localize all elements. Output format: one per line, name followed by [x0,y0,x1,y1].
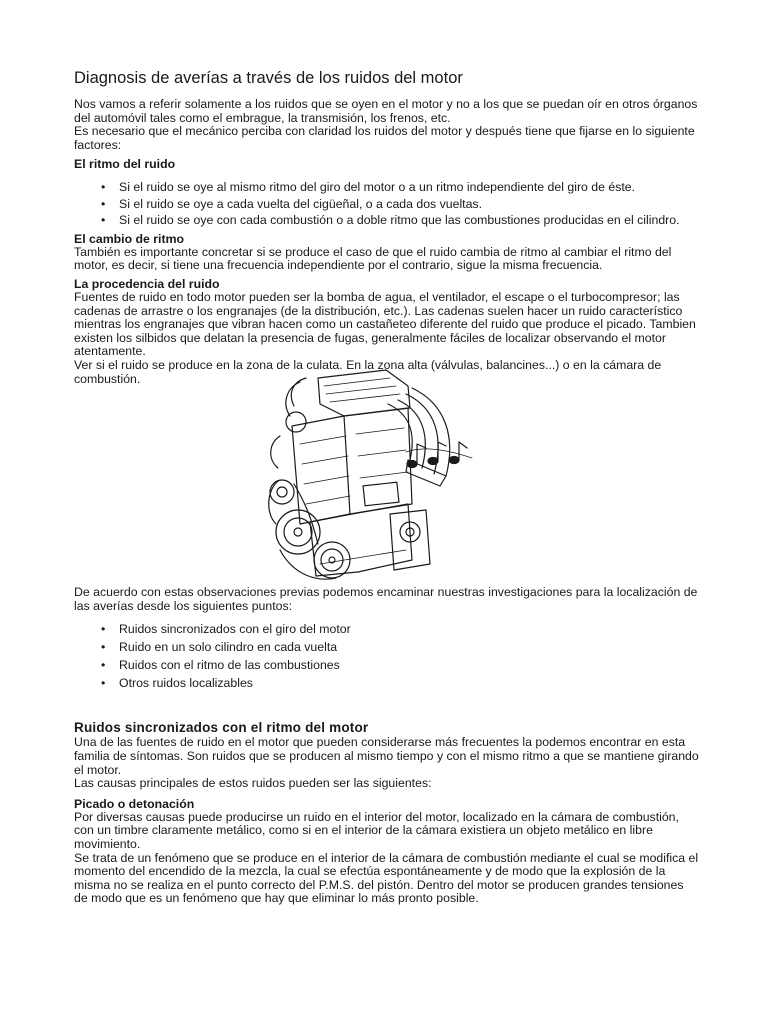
ritmo-list [74,179,700,229]
section-heading-sincronizados: Ruidos sincronizados con el ritmo del motor [74,720,369,736]
list-item: • Ruidos con el ritmo de las combustiones [74,656,700,674]
list-item: • Si el ruido se oye a cada vuelta del cigüeñal, o a cada dos vueltas. [74,196,700,213]
page-title: Diagnosis de averías a través de los ruidos del motor [74,69,463,87]
picado-paragraph-1: Por diversas causas puede producirse un ruido en el interior del motor, localizado en la cámara de combustión, con un timbre claramente metálico, como si en el interior de la cámara existiera un objeto metálico en libre movimiento. [74,809,679,851]
section-heading-cambio: El cambio de ritmo [74,231,185,246]
observaciones-paragraph: De acuerdo con estas observaciones previas podemos encaminar nuestras investigaciones para la localización de las averías desde los siguientes puntos: [74,585,698,613]
procedencia-paragraph-1: Fuentes de ruido en todo motor pueden ser la bomba de agua, el ventilador, el escape o el turbocompresor; las cadenas de arrastre o los engranajes (de la distribución, etc.). Las cadenas suelen hacer un ruido característico mientras los engranajes que vibran hacen como un castañeteo diferente del ruido que produce el picado. Tambien existen los silbidos que delatan la presencia de fugas, generalmente fáciles de localizar observando el motor atentamente. [74,290,696,359]
intro-paragraph-1: Nos vamos a referir solamente a los ruidos que se oyen en el motor y no a los que se puedan oír en otros órganos del automóvil tales como el embrague, la transmisión, los frenos, etc. [74,97,698,125]
list-item: • Si el ruido se oye al mismo ritmo del giro del motor o a un ritmo independiente del giro de éste. [74,179,700,196]
list-item: • Ruido en un solo cilindro en cada vuelta [74,638,700,656]
sincronizados-paragraph-2: Las causas principales de estos ruidos pueden ser las siguientes: [74,776,432,791]
cambio-paragraph: También es importante concretar si se produce el caso de que el ruido cambia de ritmo al cambiar el ritmo del motor, es decir, si tiene una frecuencia independiente por el contrario, sigue la misma frecuencia. [74,244,672,273]
picado-paragraph-2: Se trata de un fenómeno que se produce en el interior de la cámara de combustión mediante el cual se modifica el momento del encendido de la mezcla, la cual se efectúa espontáneamente y de modo que la explosión de la misma no se realiza en el punto correcto del P.M.S. del pistón. Dentro del motor se producen grandes tensiones de modo que es un fenómeno que hay que eliminar lo más pronto posible. [74,850,699,906]
section-heading-procedencia: La procedencia del ruido [74,277,220,292]
list-item: • Otros ruidos localizables [74,674,700,692]
list-item: • Ruidos sincronizados con el giro del motor [74,620,700,638]
section-heading-picado: Picado o detonación [74,796,195,811]
engine-illustration-icon [240,364,480,605]
sincronizados-paragraph-1: Una de las fuentes de ruido en el motor que pueden considerarse más frecuentes la podemos encontrar en esta familia de síntomas. Son ruidos que se producen al mismo tiempo y con el mismo ritmo a que se mantiene girando el motor. [74,735,699,777]
section-heading-ritmo: El ritmo del ruido [74,157,176,172]
intro-paragraph-2: Es necesario que el mecánico perciba con claridad los ruidos del motor y después tiene que fijarse en lo siguiente factores: [74,124,695,152]
list-item: • Si el ruido se oye con cada combustión o a doble ritmo que las combustiones producidas en el cilindro. [74,212,700,229]
procedencia-paragraph-2: Ver si el ruido se produce en la zona de la culata. En la zona alta (válvulas, balancines...) o en la cámara de combustión. [74,358,662,386]
puntos-list [74,620,700,692]
